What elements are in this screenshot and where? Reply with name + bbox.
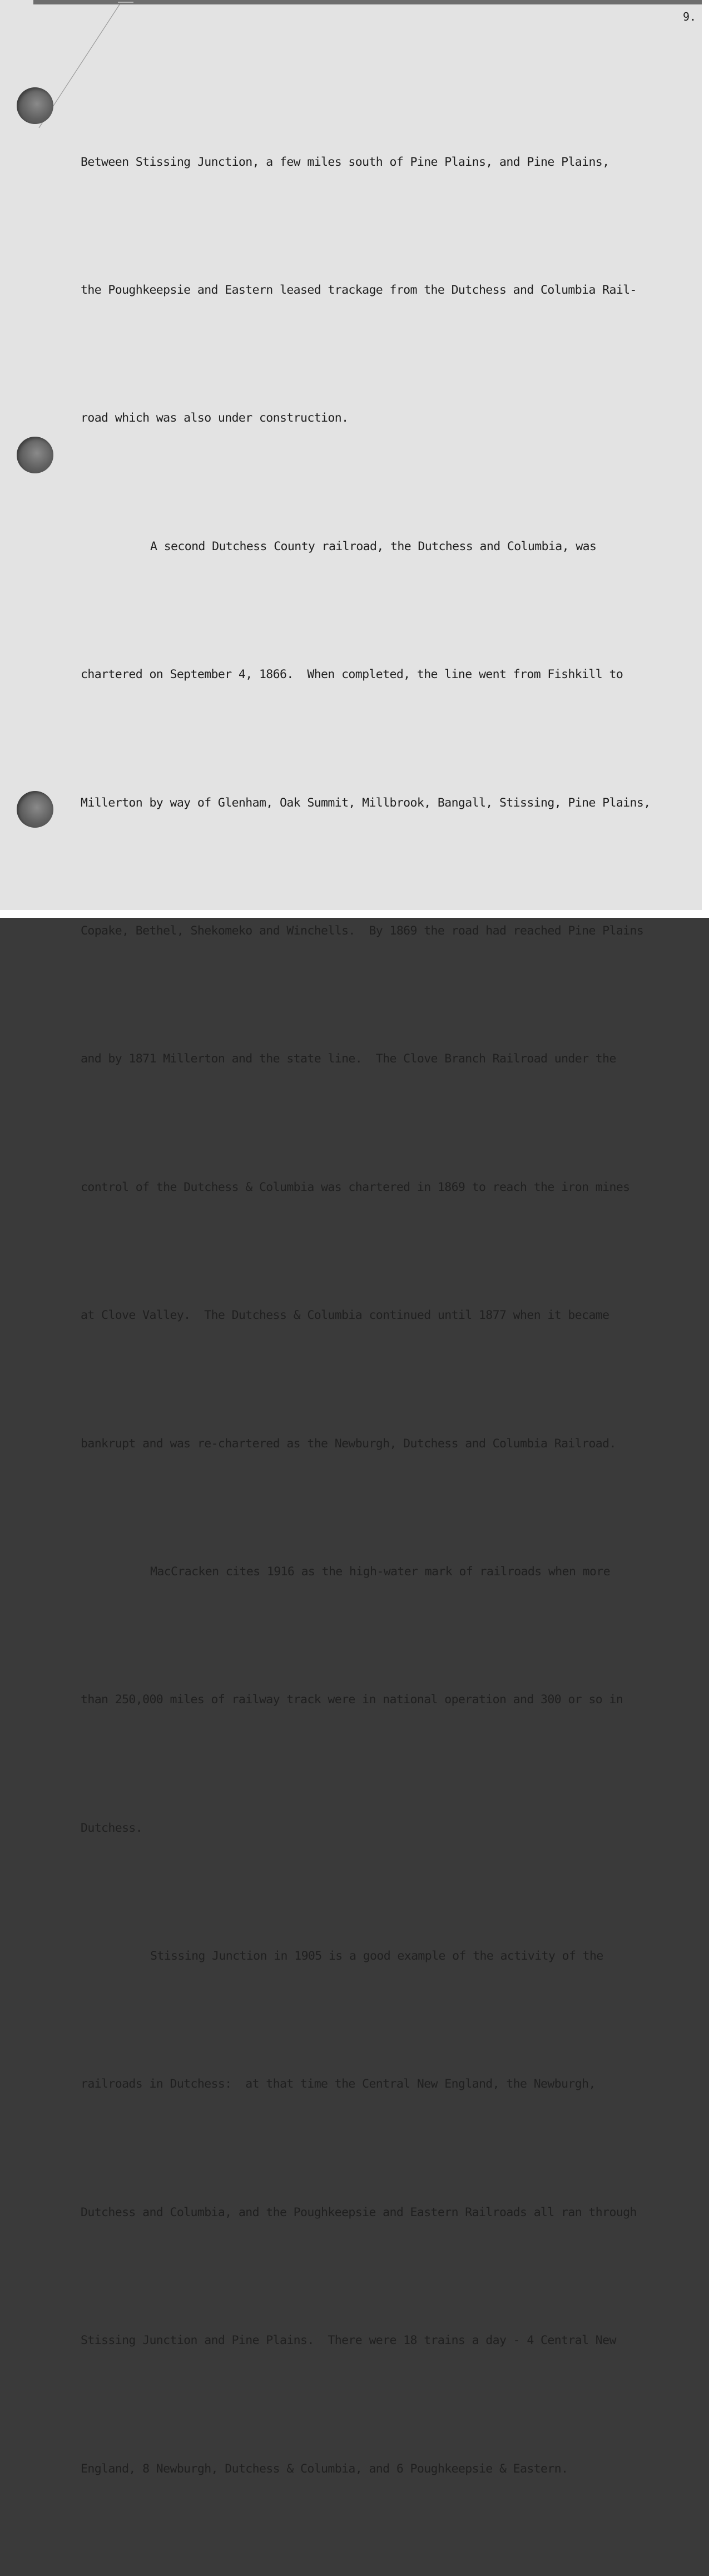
text-line-8: and by 1871 Millerton and the state line. The Clove Branch Railroad under the	[81, 1052, 616, 1066]
text-line-4: A second Dutchess County railroad, the Dutchess and Columbia, was	[150, 539, 597, 553]
text-line-10: at Clove Valley. The Dutchess & Columbia continued until 1877 when it became	[81, 1308, 609, 1323]
text-line-11: bankrupt and was re-chartered as the Newburgh, Dutchess and Columbia Railroad.	[81, 1436, 616, 1451]
binder-hole-middle	[17, 437, 53, 473]
scan-right-margin	[702, 0, 709, 918]
text-line-16: railroads in Dutchess: at that time the Central New England, the Newburgh,	[81, 2077, 596, 2092]
typed-text-body	[81, 56, 681, 2576]
text-line-7: Copake, Bethel, Shekomeko and Winchells. By 1869 the road had reached Pine Plains	[81, 923, 644, 938]
text-line-19: England, 8 Newburgh, Dutchess & Columbia, and 6 Poughkeepsie & Eastern.	[81, 2461, 568, 2476]
scan-bottom-margin	[0, 910, 709, 918]
text-line-2: the Poughkeepsie and Eastern leased trackage from the Dutchess and Columbia Rail-	[81, 283, 637, 297]
text-line-15: Stissing Junction in 1905 is a good example of the activity of the	[150, 1949, 603, 1964]
text-line-17: Dutchess and Columbia, and the Poughkeepsie and Eastern Railroads all ran through	[81, 2205, 637, 2219]
binder-hole-bottom	[17, 791, 53, 828]
page-number: 9.	[683, 10, 697, 23]
binder-hole-top	[17, 87, 53, 124]
text-line-1: Between Stissing Junction, a few miles south of Pine Plains, and Pine Plains,	[81, 155, 609, 169]
text-line-6: Millerton by way of Glenham, Oak Summit, Millbrook, Bangall, Stissing, Pine Plains,	[81, 795, 651, 810]
text-line-3: road which was also under construction.	[81, 411, 349, 426]
text-line-13: than 250,000 miles of railway track were in national operation and 300 or so in	[81, 1693, 623, 1707]
text-line-9: control of the Dutchess & Columbia was chartered in 1869 to reach the iron mines	[81, 1180, 630, 1194]
text-line-14: Dutchess.	[81, 1821, 143, 1835]
text-line-5: chartered on September 4, 1866. When completed, the line went from Fishkill to	[81, 668, 623, 682]
text-line-12: MacCracken cites 1916 as the high-water mark of railroads when more	[150, 1564, 611, 1579]
text-line-18: Stissing Junction and Pine Plains. There were 18 trains a day - 4 Central New	[81, 2333, 616, 2348]
